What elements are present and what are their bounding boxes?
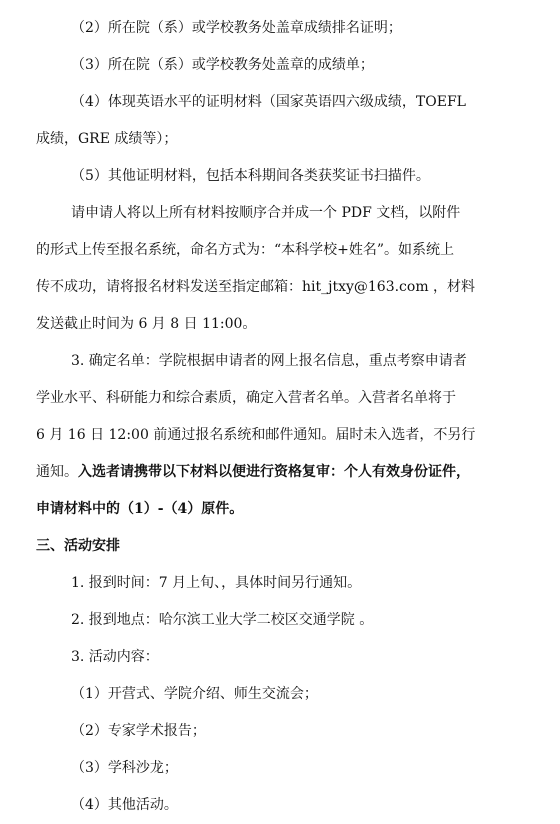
activity-subitem-2 <box>36 713 524 750</box>
shortlist-text-2: 学业水平、科研能力和综合素质，确定入营者名单。入营者名单将于 <box>36 390 456 406</box>
activity-subitem-1 <box>36 676 524 713</box>
materials-item-5-text: （5）其他证明材料，包括本科期间各类获奖证书扫描件。 <box>71 168 430 184</box>
shortlist-paragraph-line-3 <box>36 417 524 454</box>
submission-paragraph-line-1 <box>36 195 524 232</box>
activity-subitem-3 <box>36 750 524 787</box>
materials-item-3-text: （3）所在院（系）或学校教务处盖章的成绩单； <box>71 57 374 73</box>
materials-item-2 <box>36 10 524 47</box>
materials-item-3 <box>36 47 524 84</box>
activity-subitem-1-text: （1）开营式、学院介绍、师生交流会； <box>71 686 318 702</box>
activity-subitem-2-text: （2）专家学术报告； <box>71 723 206 739</box>
submission-paragraph-line-2 <box>36 232 524 269</box>
materials-item-4-cont <box>36 121 524 158</box>
activity-subitem-4-text: （4）其他活动。 <box>71 797 178 813</box>
submission-text-2: 的形式上传至报名系统，命名方式为：“本科学校+姓名”。如系统上 <box>36 242 455 258</box>
section-heading-activities <box>36 528 524 565</box>
shortlist-text-1: 3. 确定名单：学院根据申请者的网上报名信息，重点考察申请者 <box>71 353 467 369</box>
shortlist-paragraph-line-5 <box>36 491 524 528</box>
activity-subitem-3-text: （3）学科沙龙； <box>71 760 178 776</box>
materials-item-4-text: （4）体现英语水平的证明材料（国家英语四六级成绩，TOEFL <box>71 94 466 110</box>
shortlist-text-4a: 通知。 <box>36 464 78 480</box>
submission-text-1: 请申请人将以上所有材料按顺序合并成一个 PDF 文档，以附件 <box>71 205 461 221</box>
section-heading-text: 三、活动安排 <box>36 538 120 554</box>
submission-paragraph-line-4 <box>36 306 524 343</box>
activity-item-2 <box>36 602 524 639</box>
submission-text-3: 传不成功，请将报名材料发送至指定邮箱：hit_jtxy@163.com ，材料 <box>36 279 476 295</box>
materials-item-4 <box>36 84 524 121</box>
materials-item-5 <box>36 158 524 195</box>
shortlist-text-4b-bold: 入选者请携带以下材料以便进行资格复审：个人有效身份证件， <box>78 464 470 480</box>
submission-text-4: 发送截止时间为 6 月 8 日 11:00。 <box>36 316 257 332</box>
shortlist-paragraph-line-4 <box>36 454 524 491</box>
activity-subitem-4 <box>36 787 524 824</box>
activity-item-2-text: 2. 报到地点：哈尔滨工业大学二校区交通学院 。 <box>71 612 374 628</box>
shortlist-text-5-bold: 申请材料中的（1）-（4）原件。 <box>36 501 244 517</box>
activity-item-3 <box>36 639 524 676</box>
shortlist-paragraph-line-1 <box>36 343 524 380</box>
shortlist-paragraph-line-2 <box>36 380 524 417</box>
materials-item-4-cont-text: 成绩，GRE 成绩等）； <box>36 131 178 147</box>
activity-item-1-text: 1. 报到时间：7 月上旬、，具体时间另行通知。 <box>71 575 362 591</box>
submission-paragraph-line-3 <box>36 269 524 306</box>
shortlist-text-3: 6 月 16 日 12:00 前通过报名系统和邮件通知。届时未入选者，不另行 <box>36 427 476 443</box>
materials-item-2-text: （2）所在院（系）或学校教务处盖章成绩排名证明； <box>71 20 402 36</box>
activity-item-1 <box>36 565 524 602</box>
activity-item-3-text: 3. 活动内容： <box>71 649 159 665</box>
